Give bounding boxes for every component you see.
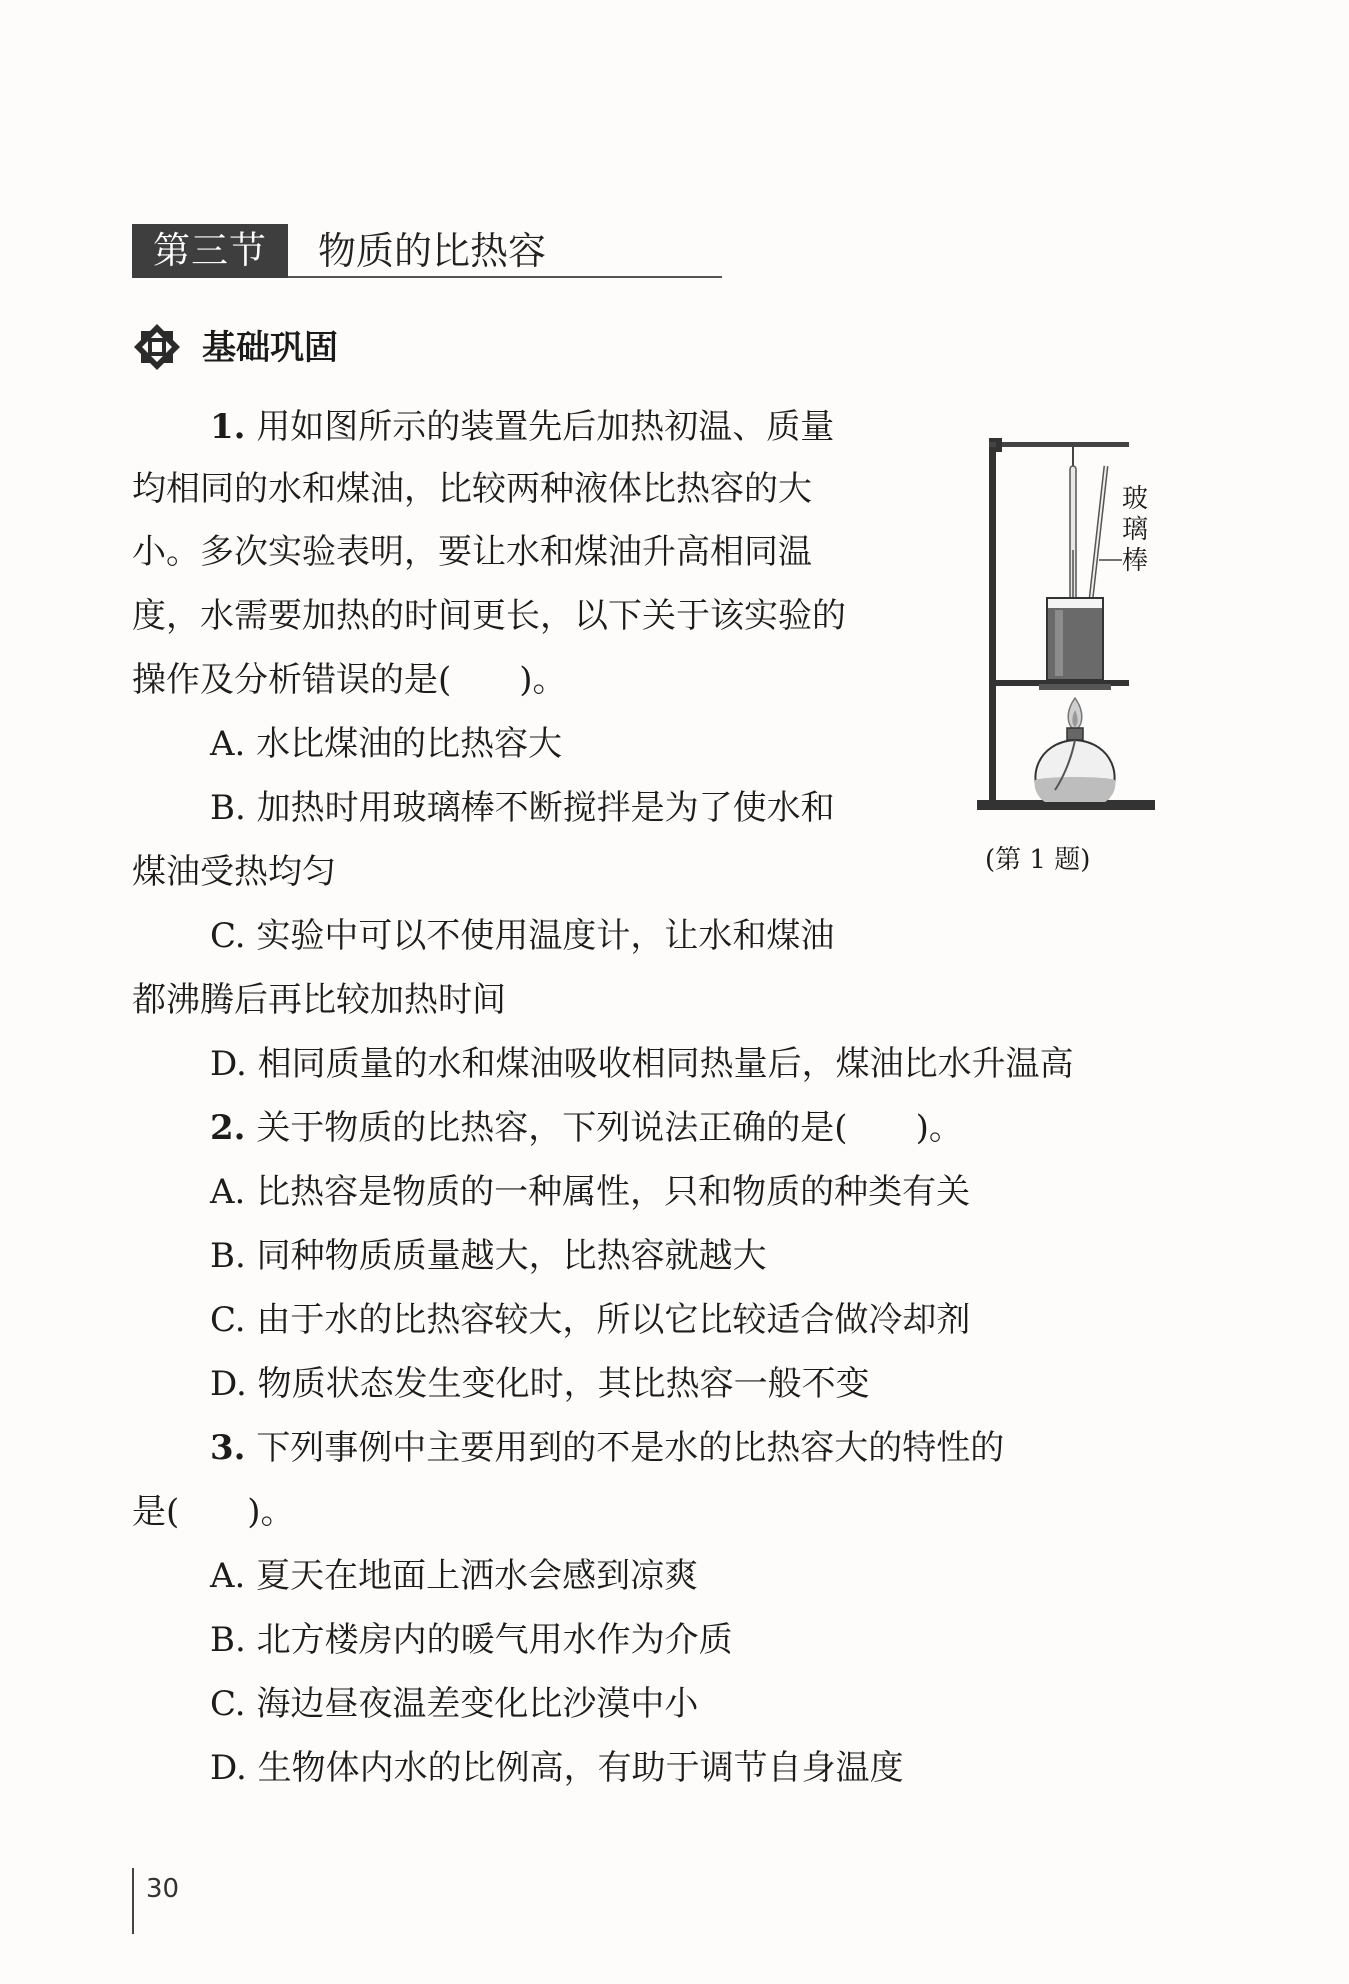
- q1-option-a: A. 水比煤油的比热容大: [210, 724, 563, 764]
- q1-option-c-2: 都沸腾后再比较加热时间: [132, 980, 506, 1020]
- q2-option-b: B. 同种物质质量越大，比热容就越大: [210, 1236, 767, 1276]
- q1-option-b-1: B. 加热时用玻璃棒不断搅拌是为了使水和: [210, 788, 835, 828]
- q3-option-d: D. 生物体内水的比例高，有助于调节自身温度: [210, 1748, 904, 1788]
- q1-stem-4: 度，水需要加热的时间更长，以下关于该实验的: [132, 596, 846, 636]
- q1-option-b-2: 煤油受热均匀: [132, 852, 336, 892]
- q3-option-c: C. 海边昼夜温差变化比沙漠中小: [210, 1684, 699, 1724]
- section-tag: 第三节: [132, 224, 288, 278]
- figure-label-glass-rod: 玻璃棒: [1121, 484, 1148, 576]
- subsection-title: 基础巩固: [202, 328, 338, 368]
- q1-number: 1.: [210, 407, 246, 447]
- q1-option-c-1: C. 实验中可以不使用温度计，让水和煤油: [210, 916, 835, 956]
- q3-stem-2: 是( )。: [132, 1492, 295, 1532]
- q2-stem: 关于物质的比热容，下列说法正确的是( )。: [256, 1108, 963, 1148]
- q1-stem-5: 操作及分析错误的是( )。: [132, 660, 567, 700]
- diamond-ornament-icon: [132, 322, 182, 372]
- q1-stem-2: 均相同的水和煤油，比较两种液体比热容的大: [132, 469, 812, 509]
- q1-stem-1: 用如图所示的装置先后加热初温、质量: [256, 407, 835, 447]
- section-underline: [288, 276, 722, 278]
- q3-number: 3.: [210, 1428, 246, 1468]
- q1-stem-3: 小。多次实验表明，要让水和煤油升高相同温: [132, 532, 812, 572]
- q1-line-1: [210, 405, 834, 449]
- section-title: 物质的比热容: [318, 229, 547, 273]
- page-number-rule: [132, 1868, 134, 1934]
- q3-option-b: B. 北方楼房内的暖气用水作为介质: [210, 1620, 733, 1660]
- q2-option-a: A. 比热容是物质的一种属性，只和物质的种类有关: [210, 1172, 971, 1212]
- q2-option-c: C. 由于水的比热容较大，所以它比较适合做冷却剂: [210, 1300, 971, 1340]
- q3-line-1: [210, 1426, 1004, 1470]
- page-number: 30: [146, 1874, 180, 1904]
- q2-line-1: [210, 1106, 963, 1150]
- q3-option-a: A. 夏天在地面上洒水会感到凉爽: [210, 1556, 699, 1596]
- q2-option-d: D. 物质状态发生变化时，其比热容一般不变: [210, 1364, 870, 1404]
- section-header: [132, 224, 592, 278]
- q1-option-d: D. 相同质量的水和煤油吸收相同热量后，煤油比水升温高: [210, 1044, 1074, 1084]
- q2-number: 2.: [210, 1108, 246, 1148]
- figure-caption: (第 1 题): [985, 845, 1091, 875]
- q3-stem-1: 下列事例中主要用到的不是水的比热容大的特性的: [256, 1428, 1005, 1468]
